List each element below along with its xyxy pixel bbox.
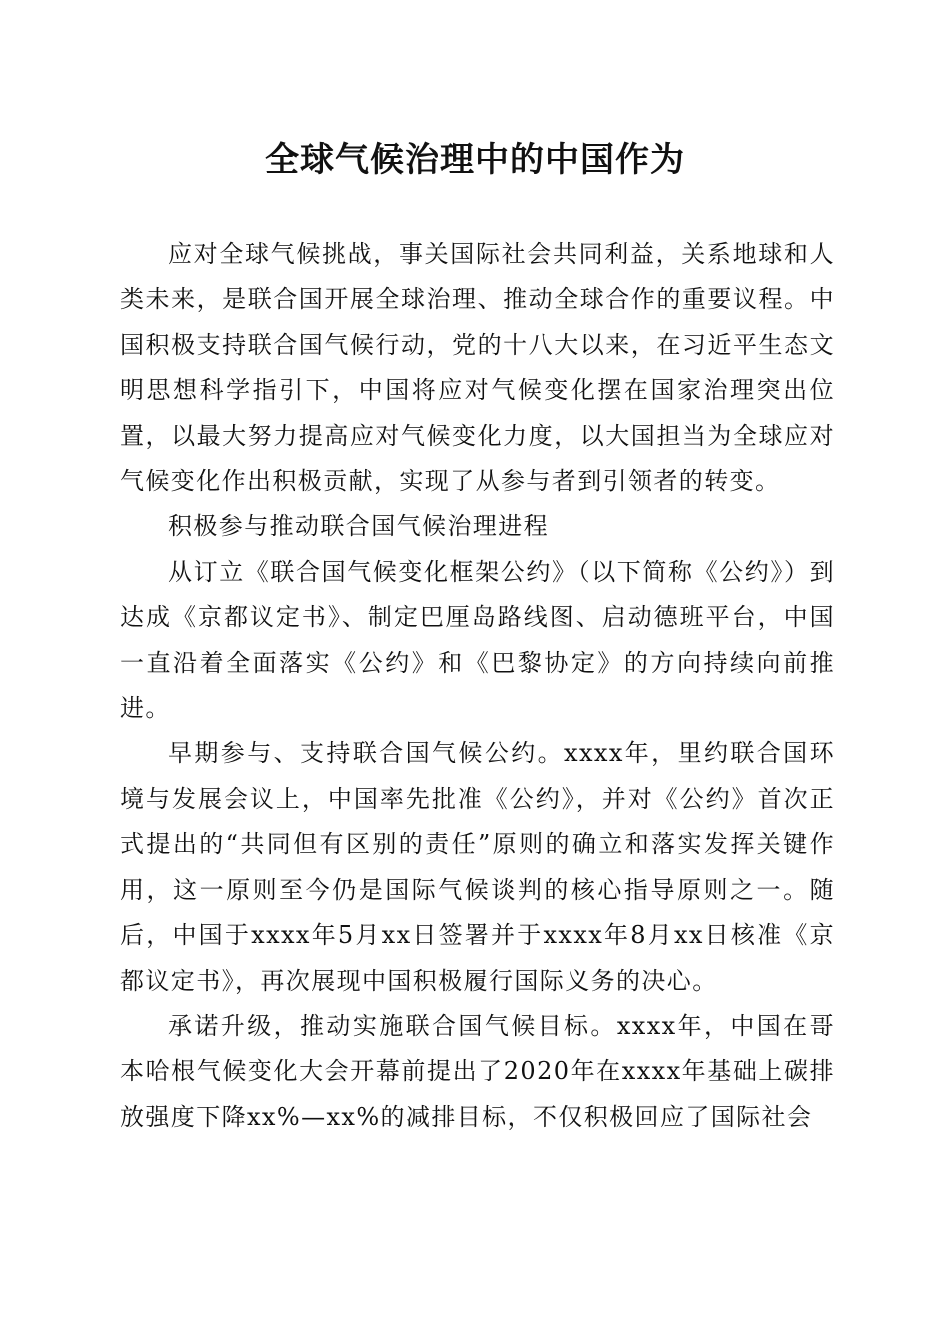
section-heading: 积极参与推动联合国气候治理进程 — [168, 512, 549, 541]
document-body — [120, 232, 835, 1140]
paragraph-early-participation: 早期参与、支持联合国气候公约。xxxx年，里约联合国环境与发展会议上，中国率先批准《公约》，并对《公约》首次正式提出的“共同但有区别的责任”原则的确立和落实发挥关键作用，这一原则至今仍是国际气候谈判的核心指导原则之一。随后，中国于xxxx年5月xx日签署并于xxxx年8月xx日核准《京都议定书》，再次展现中国积极履行国际义务的决心。 — [120, 739, 835, 995]
document-title: 全球气候治理中的中国作为 — [265, 140, 685, 180]
paragraph-process: 从订立《联合国气候变化框架公约》（以下简称《公约》）到达成《京都议定书》、制定巴厘岛路线图、启动德班平台，中国一直沿着全面落实《公约》和《巴黎协定》的方向持续向前推进。 — [120, 557, 835, 723]
paragraph-intro: 应对全球气候挑战，事关国际社会共同利益，关系地球和人类未来，是联合国开展全球治理、推动全球合作的重要议程。中国积极支持联合国气候行动，党的十八大以来，在习近平生态文明思想科学指引下，中国将应对气候变化摆在国家治理突出位置，以最大努力提高应对气候变化力度，以大国担当为全球应对气候变化作出积极贡献，实现了从参与者到引领者的转变。 — [120, 240, 835, 496]
paragraph-commitment-upgrade: 承诺升级，推动实施联合国气候目标。xxxx年，中国在哥本哈根气候变化大会开幕前提出了2020年在xxxx年基础上碳排放强度下降xx%—xx%的减排目标，不仅积极回应了国际社会 — [120, 1011, 835, 1131]
